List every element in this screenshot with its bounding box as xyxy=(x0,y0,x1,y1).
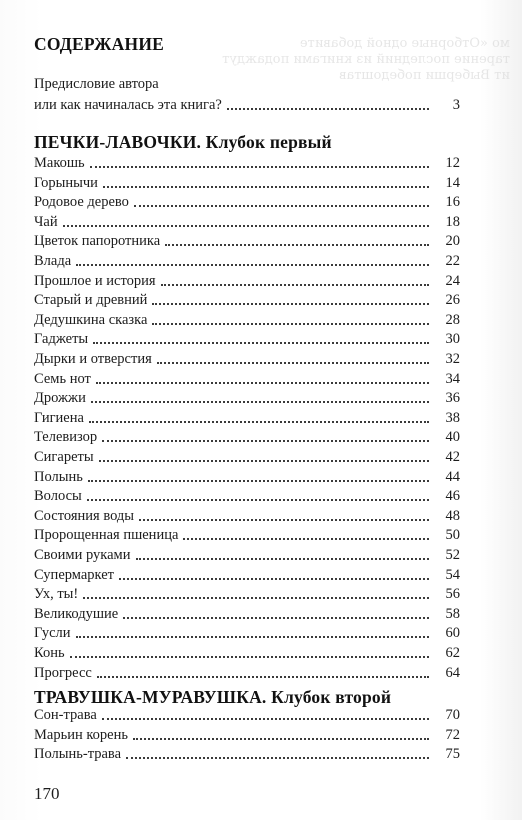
toc-entry-page: 58 xyxy=(445,605,460,622)
toc-entry-title: Полынь-трава xyxy=(34,746,121,763)
dot-leader xyxy=(102,717,429,720)
dot-leader xyxy=(139,518,429,521)
toc-entry[interactable] xyxy=(34,348,460,368)
toc-entry-page: 75 xyxy=(445,746,460,763)
toc-entry-page: 56 xyxy=(445,586,460,603)
dot-leader xyxy=(152,302,429,305)
toc-entry-page: 64 xyxy=(445,664,460,681)
toc-entry-title: Влада xyxy=(34,253,72,269)
toc-entry-title: Марьин корень xyxy=(34,726,128,743)
dot-leader xyxy=(93,341,429,344)
toc-entry-title: Ух, ты! xyxy=(34,586,79,603)
toc-entry-title: Состояния воды xyxy=(34,507,135,524)
toc-entry-title: или как начиналась эта книга? xyxy=(34,97,222,113)
toc-entry[interactable] xyxy=(34,743,460,763)
dot-leader xyxy=(97,675,429,678)
toc-entry-page: 30 xyxy=(445,331,460,348)
toc-entry[interactable] xyxy=(34,309,460,329)
toc-entry-title: Полынь xyxy=(34,468,83,485)
toc-entry-page: 42 xyxy=(445,449,460,465)
toc-entry[interactable] xyxy=(34,426,460,446)
toc-entry[interactable] xyxy=(34,622,460,642)
toc-entry-page: 14 xyxy=(445,174,460,191)
dot-leader xyxy=(103,185,429,188)
dot-leader xyxy=(152,322,429,325)
page-number: 170 xyxy=(34,784,60,803)
dot-leader xyxy=(88,479,429,482)
show-through-text xyxy=(200,36,510,84)
toc-entry-preface[interactable] xyxy=(34,94,460,114)
dot-leader xyxy=(227,107,429,110)
toc-entry[interactable] xyxy=(34,505,460,525)
toc-entry-page: 62 xyxy=(445,645,460,661)
dot-leader xyxy=(123,616,429,619)
dot-leader xyxy=(119,577,429,580)
section2-title: ТРАВУШКА-МУРАВУШКА. Клубок второй xyxy=(34,687,392,707)
dot-leader xyxy=(89,420,429,423)
preface-title-line1: Предисловие автора xyxy=(34,76,159,92)
toc-entry-title: Родовое дерево xyxy=(34,194,129,211)
toc-entry[interactable] xyxy=(34,407,460,427)
toc-entry[interactable] xyxy=(34,211,460,231)
toc-entry-title: Телевизор xyxy=(34,429,98,446)
show-through-line: тарение последний из книгами подаждут xyxy=(222,52,510,67)
toc-entry-page: 72 xyxy=(445,726,460,743)
dot-leader xyxy=(133,737,429,740)
dot-leader xyxy=(63,224,429,227)
toc-entry-title: Цветок папоротника xyxy=(34,233,161,250)
toc-entry-title: Дрожжи xyxy=(34,390,86,407)
toc-entry-page: 70 xyxy=(445,707,460,723)
dot-leader xyxy=(126,756,429,759)
toc-entry-page: 18 xyxy=(445,213,460,230)
toc-entry[interactable] xyxy=(34,328,460,348)
toc-entry[interactable] xyxy=(34,724,460,744)
toc-entry-page: 48 xyxy=(445,507,460,524)
toc-entry-title: Макошь xyxy=(34,155,85,171)
toc-entry-title: Супермаркет xyxy=(34,566,115,583)
toc-entry-page: 26 xyxy=(445,292,460,309)
toc-entry-page: 20 xyxy=(445,233,460,250)
toc-entry-title: Гусли xyxy=(34,625,71,642)
toc-entry[interactable] xyxy=(34,368,460,388)
toc-entry[interactable] xyxy=(34,152,460,172)
toc-entry-page: 46 xyxy=(445,488,460,505)
toc-entry[interactable] xyxy=(34,564,460,584)
toc-entry-page: 44 xyxy=(445,468,460,485)
toc-entry-title: Великодушие xyxy=(34,605,119,622)
toc-entry-title: Прошлое и история xyxy=(34,272,156,289)
toc-entry-page: 50 xyxy=(445,527,460,544)
toc-entry-title: Гаджеты xyxy=(34,331,89,348)
toc-entry[interactable] xyxy=(34,642,460,662)
toc-entry[interactable] xyxy=(34,485,460,505)
toc-entry[interactable] xyxy=(34,662,460,682)
toc-entry[interactable] xyxy=(34,544,460,564)
toc-entry-title: Дедушкина сказка xyxy=(34,311,148,328)
dot-leader xyxy=(161,283,429,286)
dot-leader xyxy=(91,400,429,403)
toc-entry[interactable] xyxy=(34,250,460,270)
toc-entry-page: 34 xyxy=(445,370,460,387)
toc-entry[interactable] xyxy=(34,387,460,407)
toc-entry-title: Сигареты xyxy=(34,449,94,465)
toc-entry-page: 52 xyxy=(445,547,460,563)
contents-title: СОДЕРЖАНИЕ xyxy=(34,34,165,54)
dot-leader xyxy=(96,381,429,384)
toc-entry-title: Гигиена xyxy=(34,409,84,426)
toc-entry-page: 24 xyxy=(445,272,460,289)
toc-entry-title: Прогресс xyxy=(34,664,92,681)
toc-entry[interactable] xyxy=(34,289,460,309)
toc-entry-page: 36 xyxy=(445,390,460,407)
toc-entry-page: 38 xyxy=(445,409,460,426)
toc-entry-title: Горынычи xyxy=(34,174,98,191)
toc-entry-page: 3 xyxy=(452,97,460,113)
toc-entry-title: Конь xyxy=(34,645,65,661)
toc-entry-title: Дырки и отверстия xyxy=(34,351,152,367)
toc-entry[interactable] xyxy=(34,191,460,211)
dot-leader xyxy=(183,537,429,540)
dot-leader xyxy=(134,204,429,207)
toc-entry-title: Сон-трава xyxy=(34,707,97,723)
toc-entry-page: 16 xyxy=(445,194,460,211)
dot-leader xyxy=(87,498,429,501)
toc-entry-page: 40 xyxy=(445,429,460,446)
toc-entry-page: 32 xyxy=(445,351,460,367)
dot-leader xyxy=(70,655,429,658)
toc-entry-page: 12 xyxy=(445,155,460,171)
dot-leader xyxy=(165,243,429,246)
dot-leader xyxy=(83,596,429,599)
toc-entry[interactable] xyxy=(34,524,460,544)
dot-leader xyxy=(99,459,429,462)
toc-entry-page: 54 xyxy=(445,566,460,583)
toc-entry-page: 22 xyxy=(445,253,460,269)
toc-entry-page: 28 xyxy=(445,311,460,328)
dot-leader xyxy=(76,263,429,266)
toc-entry[interactable] xyxy=(34,704,460,724)
toc-entry-title: Чай xyxy=(34,213,58,230)
show-through-line: ит Выберши победоштав xyxy=(339,68,510,83)
toc-entry-page: 60 xyxy=(445,625,460,642)
toc-entry-title: Своими руками xyxy=(34,547,131,563)
toc-entry-title: Старый и древний xyxy=(34,292,148,309)
toc-entry[interactable] xyxy=(34,466,460,486)
dot-leader xyxy=(102,439,429,442)
dot-leader xyxy=(90,165,429,168)
toc-entry[interactable] xyxy=(34,583,460,603)
toc-entry-title: Семь нот xyxy=(34,370,91,387)
toc-entry-title: Волосы xyxy=(34,488,82,505)
section1-title: ПЕЧКИ-ЛАВОЧКИ. Клубок первый xyxy=(34,132,332,152)
toc-entry[interactable] xyxy=(34,172,460,192)
toc-entry[interactable] xyxy=(34,446,460,466)
show-through-line: мо «Отборные одной добавите xyxy=(299,36,510,51)
toc-entry[interactable] xyxy=(34,230,460,250)
toc-entry[interactable] xyxy=(34,603,460,623)
dot-leader xyxy=(136,557,430,560)
toc-entry[interactable] xyxy=(34,270,460,290)
toc-entry-title: Пророщенная пшеница xyxy=(34,527,179,544)
dot-leader xyxy=(157,361,429,364)
dot-leader xyxy=(76,635,429,638)
